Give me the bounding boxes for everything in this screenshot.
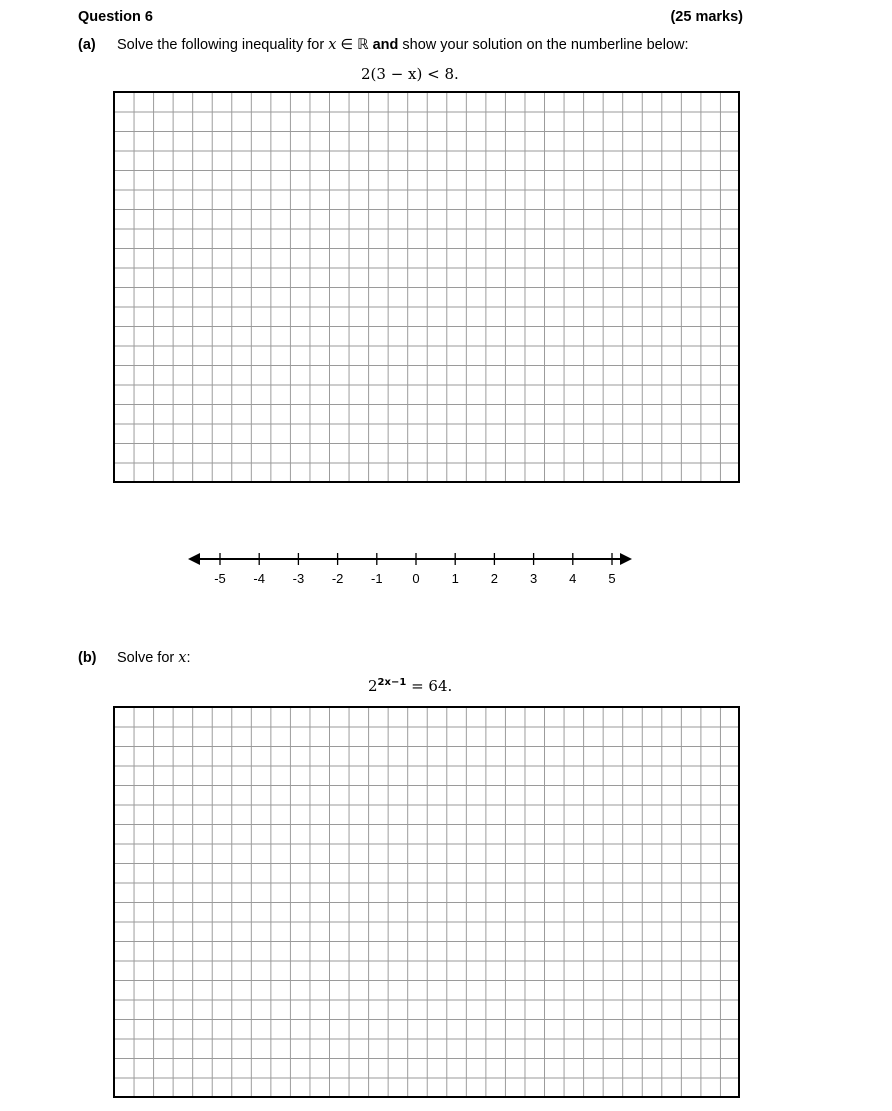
numberline-left-arrow (188, 553, 200, 565)
part-b-colon: : (186, 650, 191, 666)
part-b-equation (368, 677, 452, 695)
numberline-tick-label: -5 (214, 571, 226, 586)
part-b-eq-base: 2 (368, 677, 378, 695)
numberline-tick-label: 5 (608, 571, 616, 586)
part-b-instruction (117, 650, 190, 666)
part-a-answer-grid[interactable] (113, 91, 740, 483)
numberline-tick-label: -1 (371, 571, 383, 586)
part-a-label: (a) (78, 37, 96, 53)
part-a-text-after: show your solution on the numberline below: (398, 37, 689, 53)
part-a-variable: x (328, 37, 337, 53)
part-b-eq-exponent: 2x−1 (377, 677, 407, 688)
part-b-answer-grid[interactable] (113, 706, 740, 1098)
question-title: Question 6 (78, 9, 153, 25)
numberline-tick-label: -3 (292, 571, 305, 586)
part-b-text: Solve for (117, 650, 179, 666)
part-b-label: (b) (78, 650, 97, 666)
numberline-tick-label: -2 (331, 571, 344, 586)
part-a-instruction (117, 37, 689, 53)
numberline-ticks (214, 553, 615, 586)
part-a-text-before: Solve the following inequality for (117, 37, 329, 53)
part-a-equation: 2(3 − x) < 8. (361, 65, 459, 83)
numberline-tick-label: 3 (529, 571, 538, 586)
part-b-variable: x (178, 650, 187, 666)
numberline-tick-label: 1 (451, 571, 459, 586)
numberline-tick-label: -4 (253, 571, 265, 586)
numberline-tick-label: 0 (412, 571, 420, 586)
part-b-eq-rest: = 64. (406, 677, 453, 695)
numberline-right-arrow (620, 553, 632, 565)
part-a-set-symbol: ∈ ℝ (336, 37, 373, 53)
numberline-tick-label: 2 (490, 571, 499, 586)
numberline-tick-label: 4 (569, 571, 577, 586)
numberline[interactable] (180, 545, 640, 595)
question-marks: (25 marks) (670, 9, 743, 25)
part-a-and: and (372, 37, 399, 53)
